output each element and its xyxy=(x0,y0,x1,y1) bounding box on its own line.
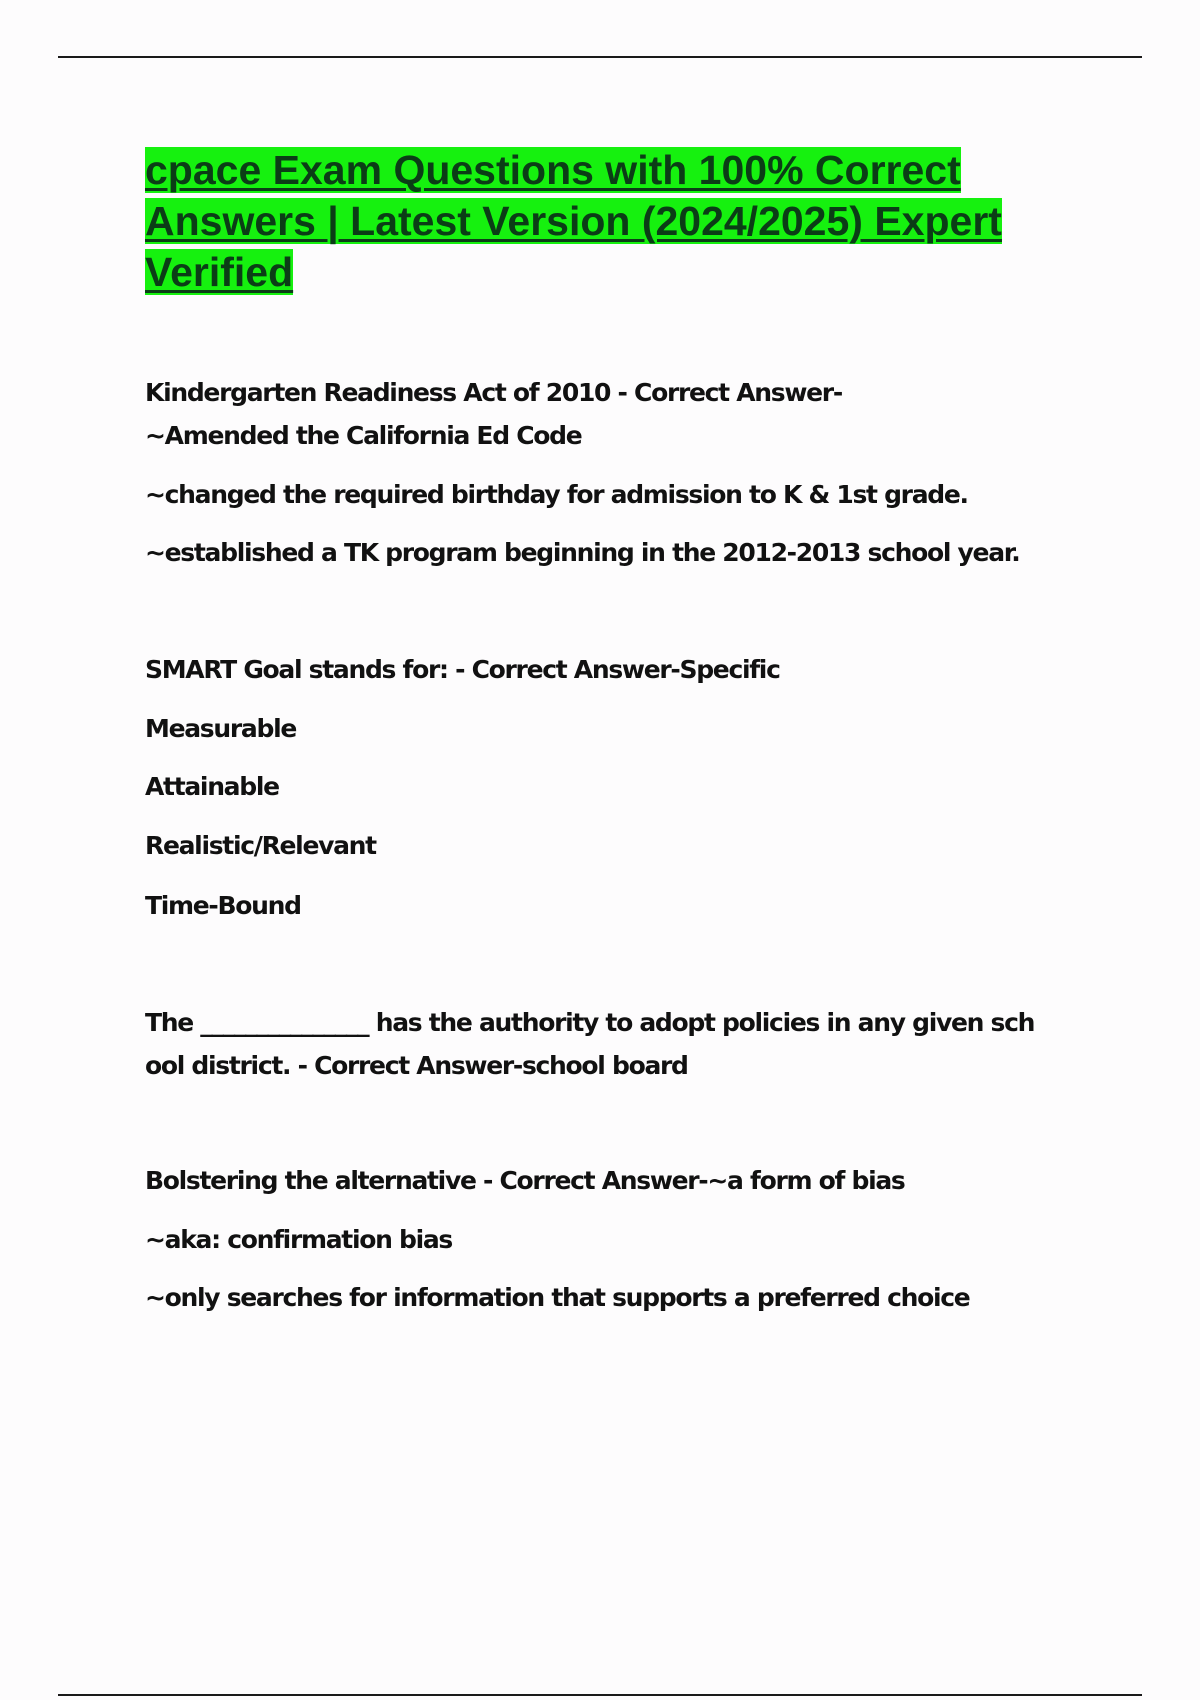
qa-question: Kindergarten Readiness Act of 2010 - Correct Answer- xyxy=(145,378,842,407)
qa-answer-line: ~changed the required birthday for admission to K & 1st grade. xyxy=(145,480,968,509)
title-line: Verified xyxy=(145,249,294,295)
qa-answer-line: ~established a TK program beginning in the 2012-2013 school year. xyxy=(145,538,1020,567)
qa-answer-line: ~only searches for information that supports a preferred choice xyxy=(145,1283,970,1312)
qa-answer-line: Attainable xyxy=(145,772,279,801)
qa-answer-line: Time-Bound xyxy=(145,891,301,920)
qa-question: The _______________ has the authority to adopt policies in any given sch xyxy=(145,1008,1035,1037)
qa-answer-line: Realistic/Relevant xyxy=(145,831,376,860)
qa-answer-line: Measurable xyxy=(145,714,297,743)
qa-question: SMART Goal stands for: - Correct Answer-Specific xyxy=(145,655,780,684)
title-line: Answers | Latest Version (2024/2025) Expert xyxy=(145,198,1002,244)
top-rule xyxy=(58,56,1142,58)
qa-question: Bolstering the alternative - Correct Answer-~a form of bias xyxy=(145,1166,905,1195)
document-title xyxy=(145,145,1085,298)
qa-answer-line: ool district. - Correct Answer-school board xyxy=(145,1051,688,1080)
qa-answer-line: ~aka: confirmation bias xyxy=(145,1225,453,1254)
title-line: cpace Exam Questions with 100% Correct xyxy=(145,147,961,193)
qa-answer-line: ~Amended the California Ed Code xyxy=(145,421,582,450)
bottom-rule xyxy=(58,1694,1142,1696)
